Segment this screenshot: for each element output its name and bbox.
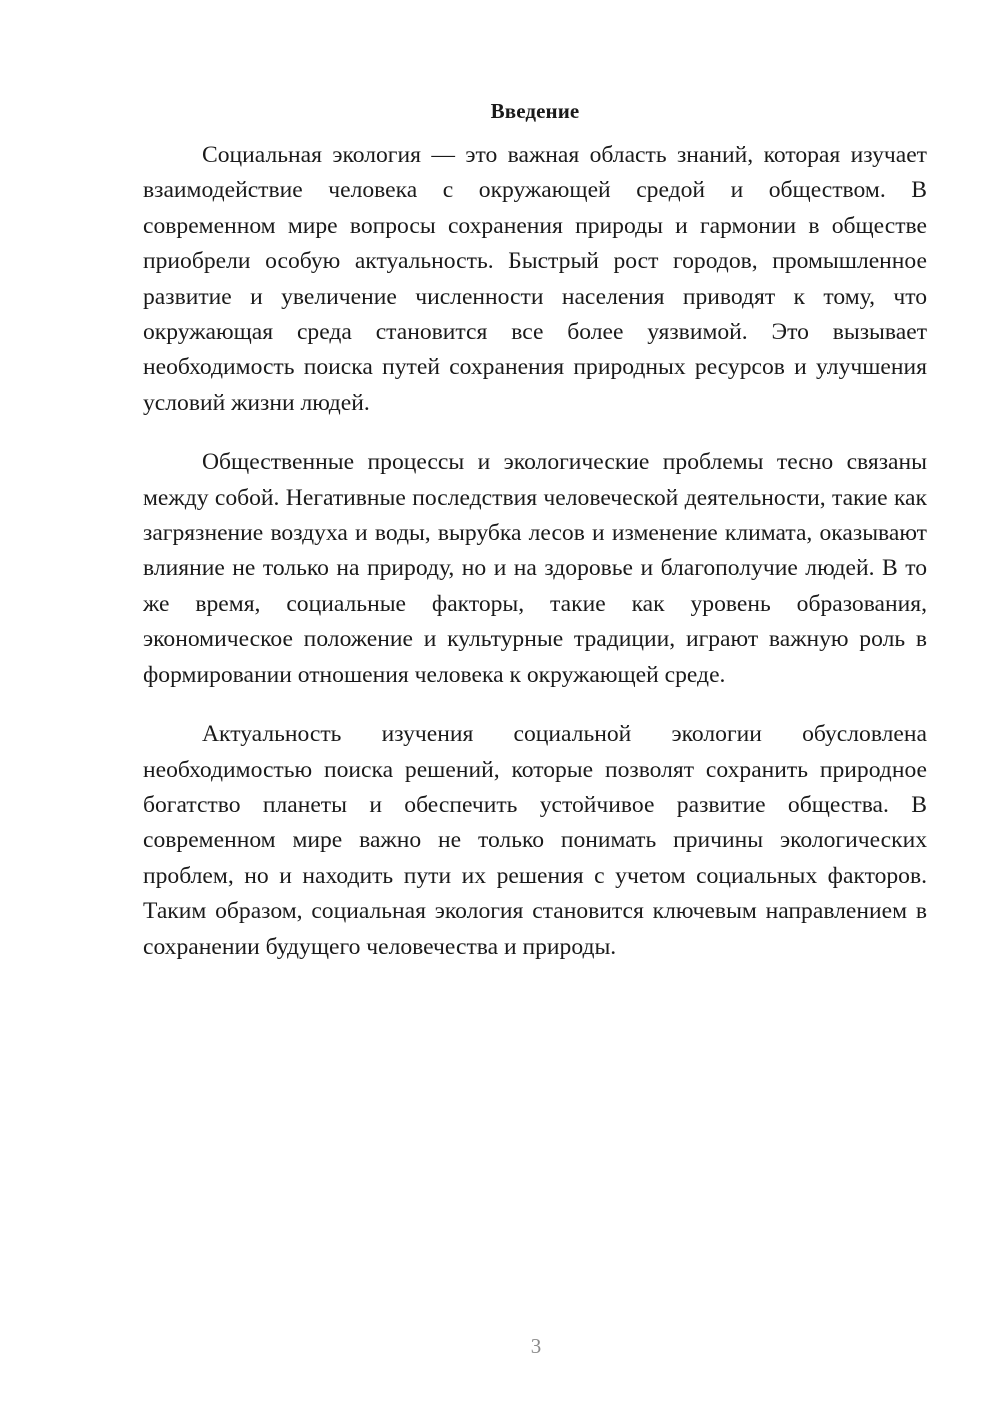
page-number: 3 bbox=[530, 1334, 542, 1358]
paragraph-2: Общественные процессы и экологические проблемы тесно связаны между собой. Негативные последствия человеческой деятельности, такие как загрязнение воздуха и воды, вырубка лесов и изменение климата, оказывают влияние не только на природу, но и на здоровье и благополучие людей. В то же время, социальные факторы, такие как уровень образования, экономическое положение и культурные традиции, играют важную роль в формировании отношения человека к окружающей среде. bbox=[143, 449, 927, 688]
page-content bbox=[143, 92, 927, 965]
paragraph-1: Социальная экология — это важная область знаний, которая изучает взаимодействие человека с окружающей средой и обществом. В современном мире вопросы сохранения природы и гармонии в обществе приобрели особую актуальность. Быстрый рост городов, промышленное развитие и увеличение численности населения приводят к тому, что окружающая среда становится все более уязвимой. Это вызывает необходимость поиска путей сохранения природных ресурсов и улучшения условий жизни людей. bbox=[143, 142, 927, 416]
section-title: Введение bbox=[490, 99, 580, 123]
paragraph-3: Актуальность изучения социальной экологии обусловлена необходимостью поиска решений, которые позволят сохранить природное богатство планеты и обеспечить устойчивое развитие общества. В современном мире важно не только понимать причины экологических проблем, но и находить пути их решения с учетом социальных факторов. Таким образом, социальная экология становится ключевым направлением в сохранении будущего человечества и природы. bbox=[143, 721, 927, 960]
